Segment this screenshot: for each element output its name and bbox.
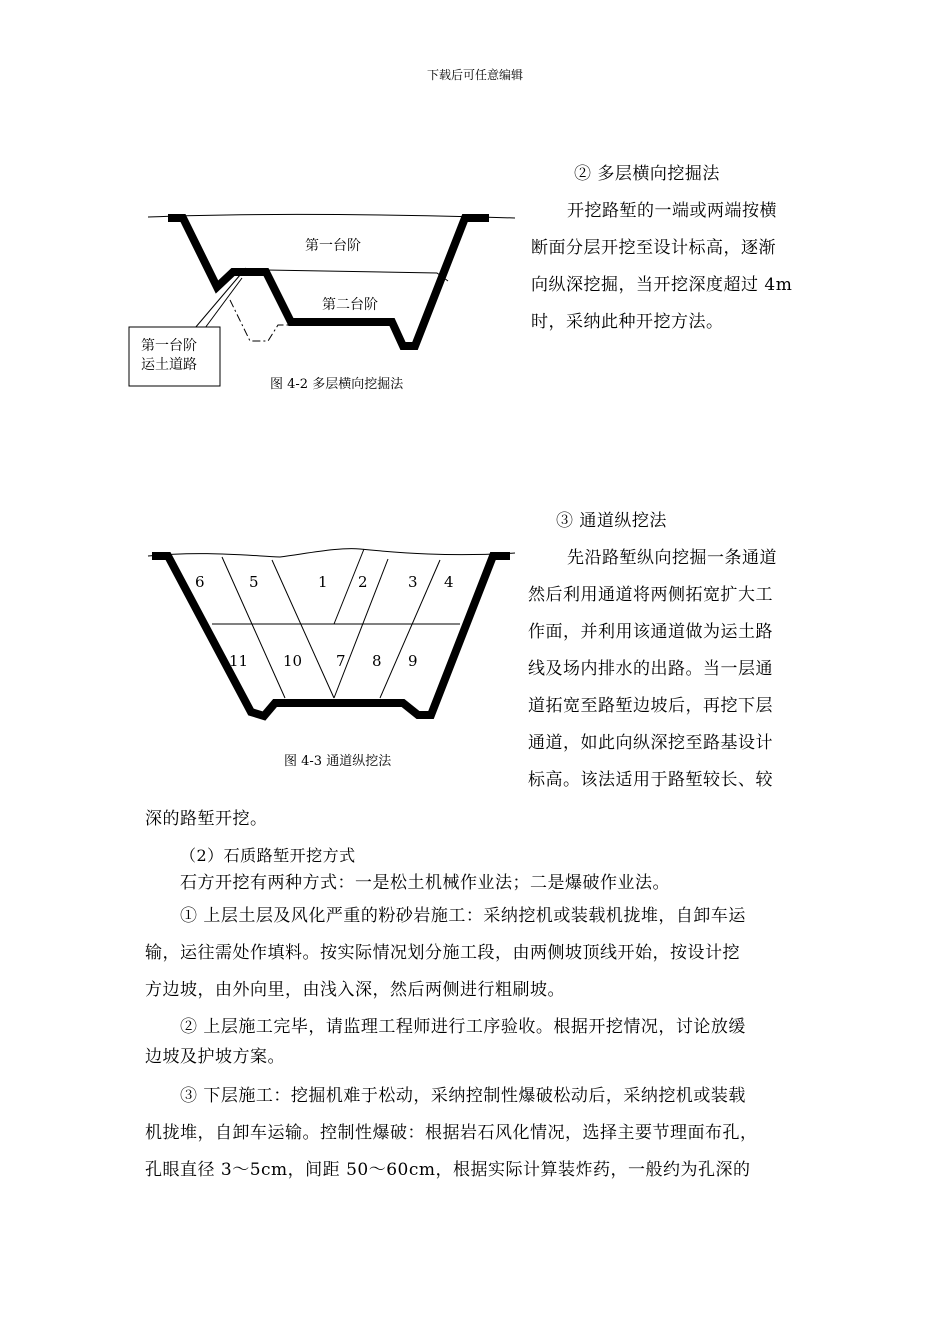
- page-header: 下载后可任意编辑: [426, 68, 523, 82]
- fig43-number: 5: [249, 573, 259, 591]
- section3-line: 先沿路堑纵向挖掘一条通道: [567, 548, 777, 568]
- section3-line: 标高。该法适用于路堑较长、较: [528, 770, 773, 790]
- section2-line: 时，采纳此种开挖方法。: [531, 312, 724, 332]
- body-paragraph-line: ① 上层土层及风化严重的粉砂岩施工：采纳挖机或装载机拢堆，自卸车运: [180, 906, 746, 926]
- fig43-number: 4: [444, 573, 454, 591]
- body-intro: 石方开挖有两种方式：一是松土机械作业法；二是爆破作业法。: [180, 873, 670, 893]
- fig43-number: 9: [408, 652, 418, 670]
- fig42-step2-label: 第二台阶: [322, 297, 378, 313]
- fig43-number: 7: [336, 652, 346, 670]
- fig42-step1-label: 第一台阶: [305, 238, 361, 254]
- section2-line: 开挖路堑的一端或两端按横: [567, 201, 777, 221]
- section3-line: 线及场内排水的出路。当一层通: [528, 659, 773, 679]
- fig43-number: 3: [408, 573, 418, 591]
- body-paragraph-line: 边坡及护坡方案。: [145, 1047, 285, 1067]
- section2-line: 断面分层开挖至设计标高，逐渐: [531, 238, 776, 258]
- fig43-caption: 图 4-3 通道纵挖法: [284, 754, 392, 769]
- section3-line: 作面，并利用该通道做为运土路: [528, 622, 773, 642]
- body-paragraph-line: ③ 下层施工：挖掘机难于松动，采纳控制性爆破松动后，采纳挖机或装载: [180, 1086, 746, 1106]
- section3-heading: ③ 通道纵挖法: [556, 511, 667, 531]
- fig42-caption: 图 4-2 多层横向挖掘法: [270, 377, 404, 392]
- body-paragraph-line: 孔眼直径 3～5cm，间距 50～60cm，根据实际计算装炸药，一般约为孔深的: [145, 1160, 751, 1180]
- fig42-box-line2: 运土道路: [141, 357, 197, 373]
- fig43-number: 11: [229, 652, 249, 670]
- body-paragraph-line: ② 上层施工完毕，请监理工程师进行工序验收。根据开挖情况，讨论放缓: [180, 1017, 746, 1037]
- body-paragraph-line: 机拢堆，自卸车运输。控制性爆破：根据岩石风化情况，选择主要节理面布孔，: [145, 1123, 758, 1143]
- section3-line: 道拓宽至路堑边坡后，再挖下层: [528, 696, 773, 716]
- body-paragraph-line: 输，运往需处作填料。按实际情况划分施工段，由两侧坡顶线开始，按设计挖: [145, 943, 740, 963]
- section3-line: 然后利用通道将两侧拓宽扩大工: [528, 585, 773, 605]
- fig43-number: 6: [195, 573, 205, 591]
- section3-continuation: 深的路堑开挖。: [145, 809, 268, 829]
- fig43-number: 2: [358, 573, 368, 591]
- fig43-number: 8: [372, 652, 382, 670]
- fig42-box-line1: 第一台阶: [141, 338, 197, 354]
- section2-heading: ② 多层横向挖掘法: [574, 164, 720, 184]
- fig43-number: 1: [318, 573, 328, 591]
- section2-line: 向纵深挖掘，当开挖深度超过 4m: [531, 275, 793, 295]
- fig43-number: 10: [283, 652, 303, 670]
- section3-line: 通道，如此向纵深挖至路基设计: [528, 733, 773, 753]
- body-subheading: （2）石质路堑开挖方式: [180, 846, 356, 865]
- body-paragraph-line: 方边坡，由外向里，由浅入深，然后两侧进行粗刷坡。: [145, 980, 565, 1000]
